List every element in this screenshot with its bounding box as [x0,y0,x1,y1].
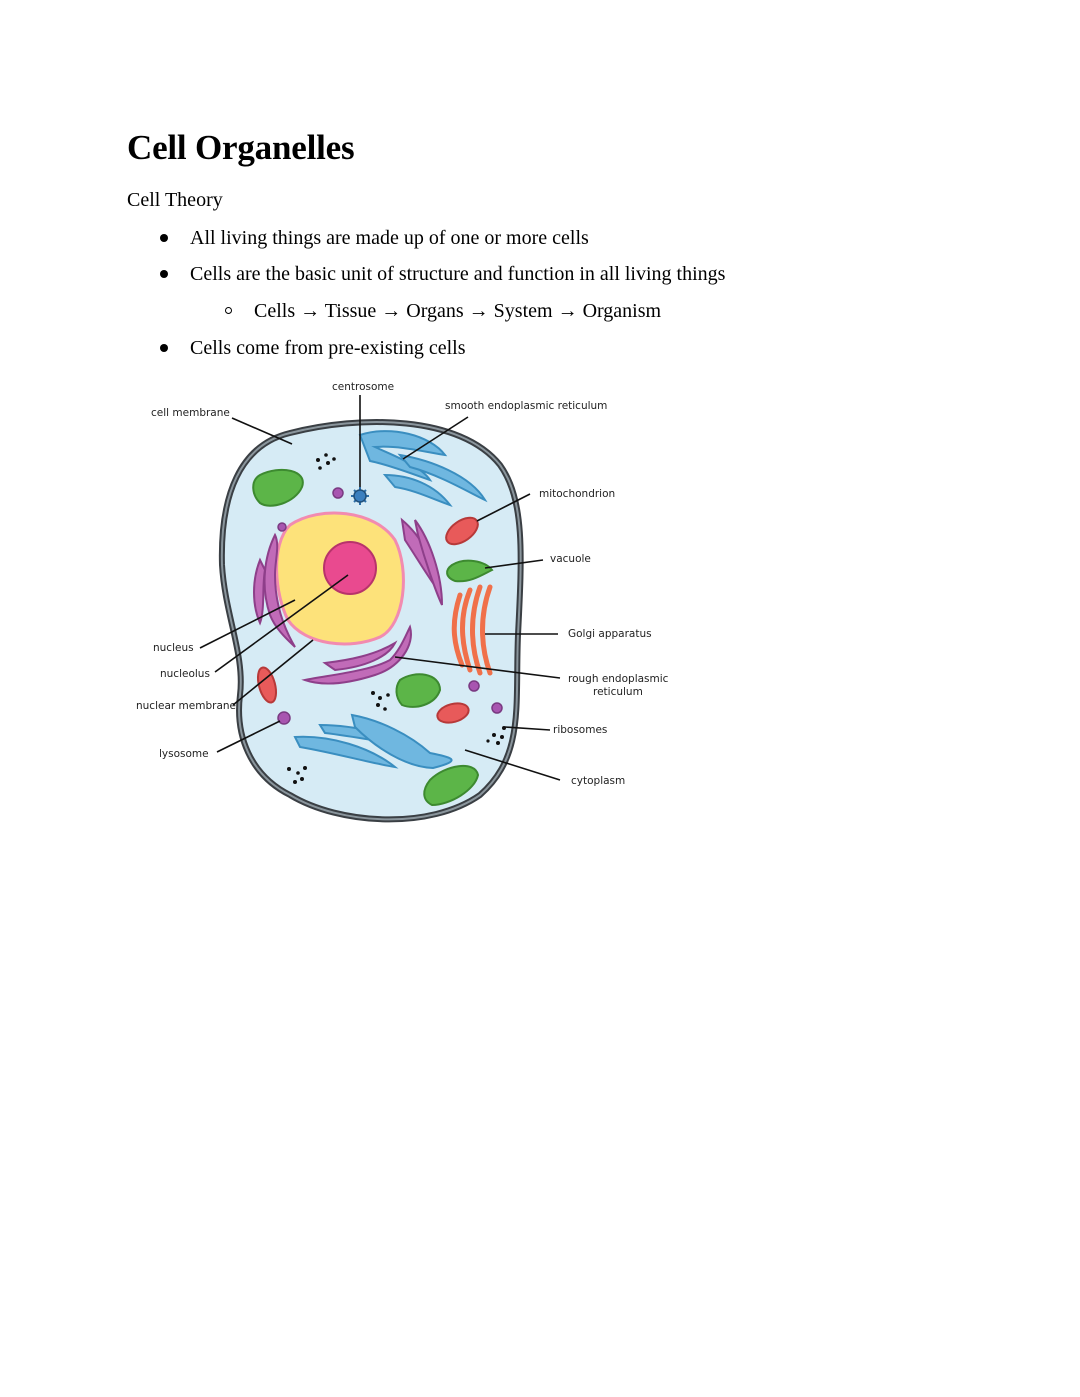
list-item: All living things are made up of one or more cells [190,227,589,249]
label-rough-er: rough endoplasmic [568,673,669,685]
label-smooth-er: smooth endoplasmic reticulum [445,400,608,412]
page-title: Cell Organelles [127,128,355,167]
label-centrosome: centrosome [332,381,395,393]
label-nucleus: nucleus [153,642,194,654]
cell-illustration [130,375,690,835]
list-item: Cells are the basic unit of structure and function in all living things [190,263,726,285]
label-nuclear-membrane: nuclear membrane [136,700,236,712]
section-heading: Cell Theory [127,189,223,211]
bullet-marker-icon [160,234,168,242]
list-item: Cells come from pre-existing cells [190,337,466,359]
label-rough-er-line2: reticulum [593,686,643,698]
label-cell-membrane: cell membrane [151,407,230,419]
bullet-marker-icon [160,344,168,352]
label-ribosomes: ribosomes [553,724,608,736]
label-nucleolus: nucleolus [160,668,210,680]
bullet-marker-icon [160,270,168,278]
list-item-sub: Cells → Tissue → Organs → System → Organism [254,300,662,322]
label-golgi-apparatus: Golgi apparatus [568,628,652,640]
label-mitochondrion: mitochondrion [539,488,616,500]
sub-bullet-marker-icon [225,307,232,314]
animal-cell-diagram [130,375,690,835]
label-vacuole: vacuole [550,553,591,565]
label-cytoplasm: cytoplasm [571,775,626,787]
label-lysosome: lysosome [159,748,209,760]
